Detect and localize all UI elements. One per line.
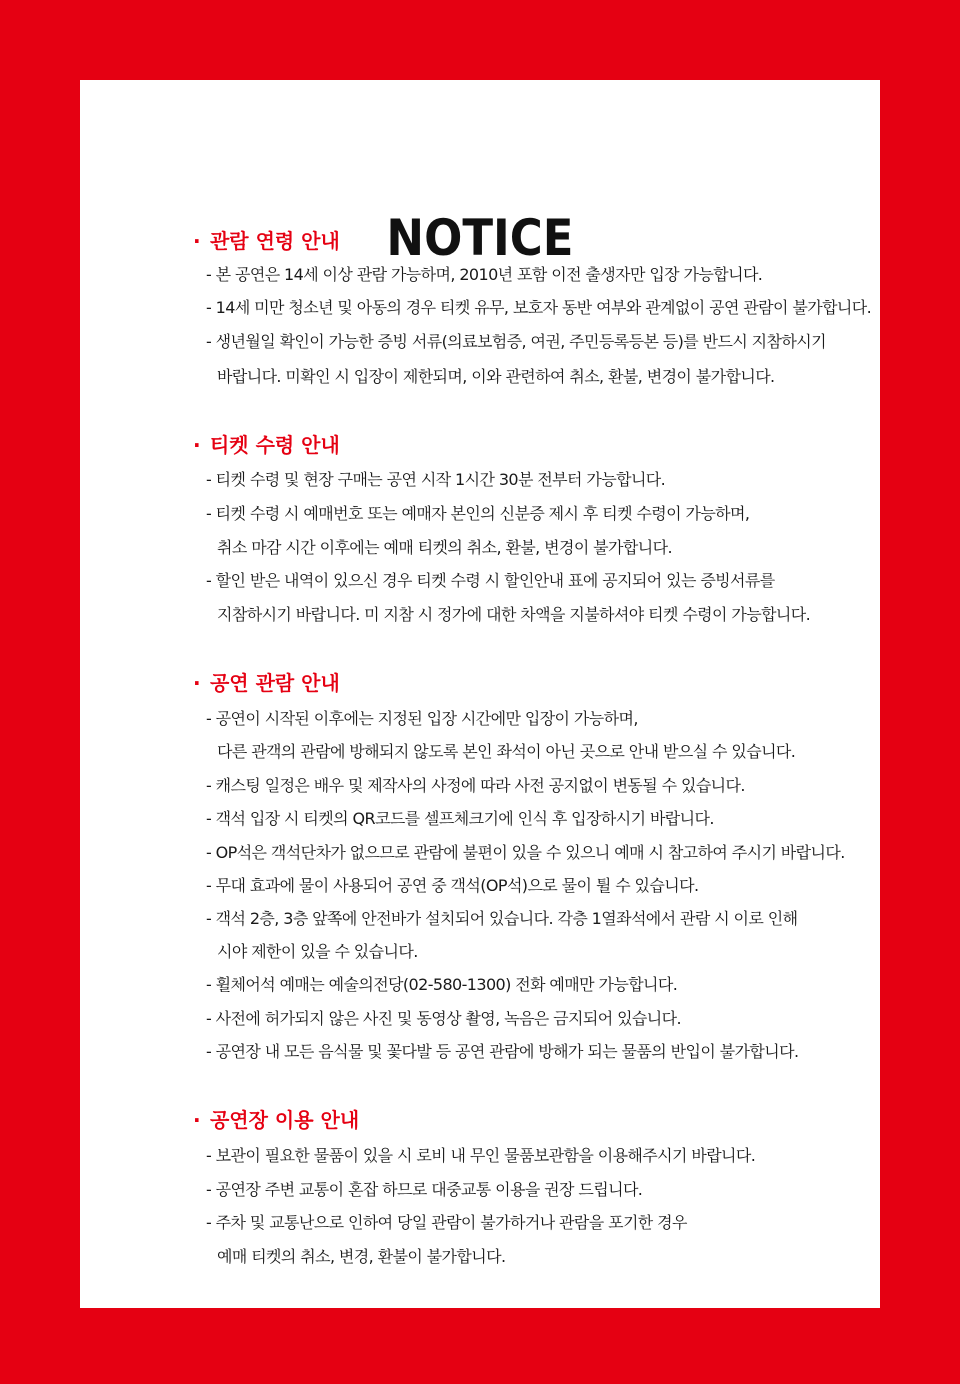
section-heading-viewing xyxy=(193,670,340,696)
bullet-dot: · xyxy=(193,671,201,695)
section-heading-label: 공연 관람 안내 xyxy=(209,671,340,695)
notice-line: - 공연장 내 모든 음식물 및 꽃다발 등 공연 관람에 방해가 되는 물품의 반입이 불가합니다. xyxy=(206,1042,799,1061)
bullet-dot: · xyxy=(193,433,201,457)
notice-line: 다른 관객의 관람에 방해되지 않도록 본인 좌석이 아닌 곳으로 안내 받으실 수 있습니다. xyxy=(217,742,796,761)
notice-line: - 객석 2층, 3층 앞쪽에 안전바가 설치되어 있습니다. 각층 1열좌석에서 관람 시 이로 인해 xyxy=(206,909,798,928)
section-heading-venue xyxy=(193,1107,359,1133)
section-heading-label: 관람 연령 안내 xyxy=(209,229,340,253)
notice-line: - 본 공연은 14세 이상 관람 가능하며, 2010년 포함 이전 출생자만 입장 가능합니다. xyxy=(206,265,763,284)
notice-line: - 휠체어석 예매는 예술의전당(02-580-1300) 전화 예매만 가능합니다. xyxy=(206,975,678,994)
notice-line: - 캐스팅 일정은 배우 및 제작사의 사정에 따라 사전 공지없이 변동될 수 있습니다. xyxy=(206,776,745,795)
section-heading-age xyxy=(193,228,340,254)
notice-line: - 객석 입장 시 티켓의 QR코드를 셀프체크기에 인식 후 입장하시기 바랍니다. xyxy=(206,809,714,828)
notice-line: - OP석은 객석단차가 없으므로 관람에 불편이 있을 수 있으니 예매 시 참고하여 주시기 바랍니다. xyxy=(206,843,845,862)
notice-line: - 티켓 수령 시 예매번호 또는 예매자 본인의 신분증 제시 후 티켓 수령이 가능하며, xyxy=(206,504,750,523)
section-heading-label: 공연장 이용 안내 xyxy=(209,1108,360,1132)
notice-line: - 사전에 허가되지 않은 사진 및 동영상 촬영, 녹음은 금지되어 있습니다. xyxy=(206,1009,681,1028)
bullet-dot: · xyxy=(193,229,201,253)
notice-line: - 주차 및 교통난으로 인하여 당일 관람이 불가하거나 관람을 포기한 경우 xyxy=(206,1213,687,1232)
notice-line: - 공연이 시작된 이후에는 지정된 입장 시간에만 입장이 가능하며, xyxy=(206,709,638,728)
notice-line: - 무대 효과에 물이 사용되어 공연 중 객석(OP석)으로 물이 튈 수 있습니다. xyxy=(206,876,699,895)
bullet-dot: · xyxy=(193,1108,201,1132)
notice-line: 시야 제한이 있을 수 있습니다. xyxy=(217,942,418,961)
notice-line: - 공연장 주변 교통이 혼잡 하므로 대중교통 이용을 권장 드립니다. xyxy=(206,1180,643,1199)
notice-line: - 생년월일 확인이 가능한 증빙 서류(의료보험증, 여권, 주민등록등본 등)를 반드시 지참하시기 xyxy=(206,332,826,351)
section-heading-label: 티켓 수령 안내 xyxy=(209,433,340,457)
notice-line: - 보관이 필요한 물품이 있을 시 로비 내 무인 물품보관함을 이용해주시기 바랍니다. xyxy=(206,1146,756,1165)
notice-line: 예매 티켓의 취소, 변경, 환불이 불가합니다. xyxy=(217,1247,506,1266)
notice-line: 바랍니다. 미확인 시 입장이 제한되며, 이와 관련하여 취소, 환불, 변경이 불가합니다. xyxy=(217,367,775,386)
page-title: NOTICE xyxy=(386,209,574,267)
notice-line: - 14세 미만 청소년 및 아동의 경우 티켓 유무, 보호자 동반 여부와 관계없이 공연 관람이 불가합니다. xyxy=(206,298,872,317)
notice-panel xyxy=(80,80,880,1308)
section-heading-ticket xyxy=(193,432,340,458)
notice-line: - 티켓 수령 및 현장 구매는 공연 시작 1시간 30분 전부터 가능합니다. xyxy=(206,470,666,489)
notice-line: 지참하시기 바랍니다. 미 지참 시 정가에 대한 차액을 지불하셔야 티켓 수령이 가능합니다. xyxy=(217,605,811,624)
notice-line: 취소 마감 시간 이후에는 예매 티켓의 취소, 환불, 변경이 불가합니다. xyxy=(217,538,672,557)
notice-line: - 할인 받은 내역이 있으신 경우 티켓 수령 시 할인안내 표에 공지되어 있는 증빙서류를 xyxy=(206,571,775,590)
